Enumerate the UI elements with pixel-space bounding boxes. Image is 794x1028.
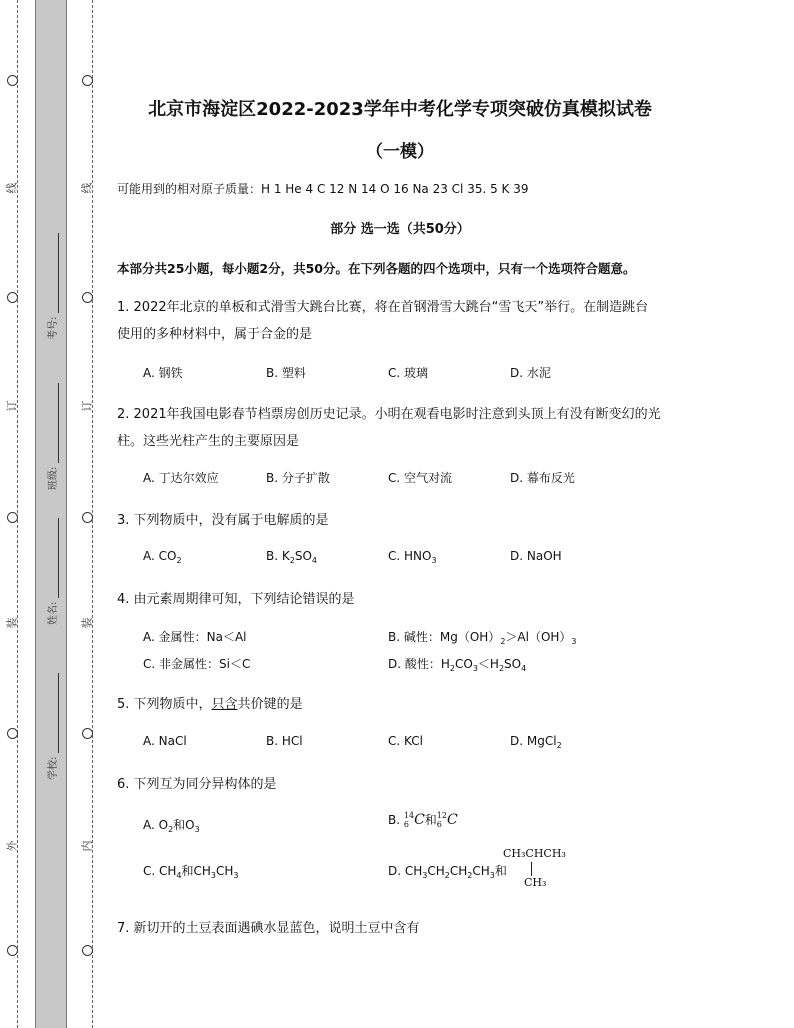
binding-hole bbox=[82, 292, 93, 303]
binding-hole bbox=[82, 512, 93, 523]
q4-option-a[interactable]: A. 金属性：Na＜Al bbox=[143, 630, 247, 644]
q6-option-a[interactable]: A. $O_2$和$O_3$ bbox=[143, 818, 200, 834]
q4-option-c[interactable]: C. 非金属性：Si＜C bbox=[143, 657, 251, 671]
q1-option-c[interactable]: C. 玻璃 bbox=[388, 366, 429, 380]
binding-hole bbox=[7, 728, 18, 739]
isotope-c14: 14 6 C bbox=[403, 811, 425, 829]
page-subtitle: （一模） bbox=[366, 142, 434, 162]
margin-char-ding: 订 bbox=[80, 400, 94, 412]
margin-char-ding: 订 bbox=[5, 400, 19, 412]
binding-hole bbox=[82, 945, 93, 956]
binding-hole bbox=[7, 75, 18, 86]
q1-line1: 1. 2022年北京的单板和式滑雪大跳台比赛，将在首钢滑雪大跳台“雪飞天”举行。在制造跳台 bbox=[117, 300, 649, 315]
isobutane-bond bbox=[531, 862, 532, 876]
q4-stem: 4. 由元素周期律可知，下列结论错误的是 bbox=[117, 592, 355, 607]
binding-hole bbox=[82, 728, 93, 739]
page-title: 北京市海淀区2022-2023学年中考化学专项突破仿真模拟试卷 bbox=[148, 99, 652, 120]
instructions: 本部分共25小题，每小题2分，共50分。在下列各题的四个选项中，只有一个选项符合题意。 bbox=[117, 261, 636, 276]
q3-option-b[interactable]: B. $K_2SO_4$ bbox=[266, 549, 317, 565]
margin-char-xian: 线 bbox=[80, 182, 94, 194]
binding-hole bbox=[82, 75, 93, 86]
margin-char-zhuang: 装 bbox=[80, 617, 94, 629]
q3-stem: 3. 下列物质中，没有属于电解质的是 bbox=[117, 513, 329, 528]
section-title: 部分 选一选（共50分） bbox=[330, 222, 470, 237]
q6-option-c[interactable]: C. $CH_4$和$CH_3CH_3$ bbox=[143, 864, 239, 880]
q3-option-d[interactable]: D. NaOH bbox=[510, 549, 562, 563]
q2-option-a[interactable]: A. 丁达尔效应 bbox=[143, 471, 219, 485]
isobutane-bottom: CH₃ bbox=[524, 876, 547, 889]
q1-option-b[interactable]: B. 塑料 bbox=[266, 366, 306, 380]
q5-option-d[interactable]: D. MgCl$_2$ bbox=[510, 734, 562, 750]
q2-option-d[interactable]: D. 幕布反光 bbox=[510, 471, 575, 485]
field-class[interactable]: 班级: bbox=[44, 383, 59, 490]
q6-option-d[interactable]: D. $CH_3CH_2CH_2CH_3$和 bbox=[388, 864, 507, 880]
q3-option-c[interactable]: C. $HNO_3$ bbox=[388, 549, 437, 565]
q7-stem: 7. 新切开的土豆表面遇碘水显蓝色，说明土豆中含有 bbox=[117, 921, 420, 936]
binding-strip bbox=[35, 0, 67, 1028]
isotope-c12: 12 6 C bbox=[436, 811, 458, 829]
margin-char-wai: 外 bbox=[5, 840, 19, 852]
q1-line2: 使用的多种材料中，属于合金的是 bbox=[117, 327, 313, 342]
q2-option-b[interactable]: B. 分子扩散 bbox=[266, 471, 330, 485]
margin-char-nei: 内 bbox=[80, 840, 94, 852]
q5-option-c[interactable]: C. KCl bbox=[388, 734, 423, 748]
q5-option-a[interactable]: A. NaCl bbox=[143, 734, 187, 748]
binding-hole bbox=[7, 292, 18, 303]
q2-line1: 2. 2021年我国电影春节档票房创历史记录。小明在观看电影时注意到头顶上有没有断变幻的光 bbox=[117, 407, 661, 422]
q3-option-a[interactable]: A. $CO_2$ bbox=[143, 549, 182, 565]
field-name[interactable]: 姓名: bbox=[44, 518, 59, 625]
margin-char-xian: 线 bbox=[5, 182, 19, 194]
q5-option-b[interactable]: B. HCl bbox=[266, 734, 303, 748]
binding-hole bbox=[7, 945, 18, 956]
q4-option-d[interactable]: D. 酸性：$H_2CO_3<H_2SO_4$ bbox=[388, 657, 527, 673]
q6-stem: 6. 下列互为同分异构体的是 bbox=[117, 777, 277, 792]
field-school[interactable]: 学校: bbox=[44, 673, 59, 780]
field-exam-number[interactable]: 考号: bbox=[44, 233, 59, 340]
q2-option-c[interactable]: C. 空气对流 bbox=[388, 471, 453, 485]
binding-hole bbox=[7, 512, 18, 523]
q5-stem: 5. 下列物质中，只含共价键的是 bbox=[117, 697, 303, 712]
atomic-masses: 可能用到的相对原子质量：H 1 He 4 C 12 N 14 O 16 Na 23 Cl 35. 5 K 39 bbox=[117, 182, 529, 196]
q2-line2: 柱。这些光柱产生的主要原因是 bbox=[117, 434, 300, 449]
margin-char-zhuang: 装 bbox=[5, 617, 19, 629]
q1-option-d[interactable]: D. 水泥 bbox=[510, 366, 551, 380]
isobutane-top: CH₃CHCH₃ bbox=[503, 847, 566, 860]
q4-option-b[interactable]: B. 碱性：$Mg(OH)_2>Al(OH)_3$ bbox=[388, 630, 577, 646]
q6-option-b[interactable]: B. 14 6 C和 12 6 C bbox=[388, 811, 458, 829]
q1-option-a[interactable]: A. 钢铁 bbox=[143, 366, 183, 380]
